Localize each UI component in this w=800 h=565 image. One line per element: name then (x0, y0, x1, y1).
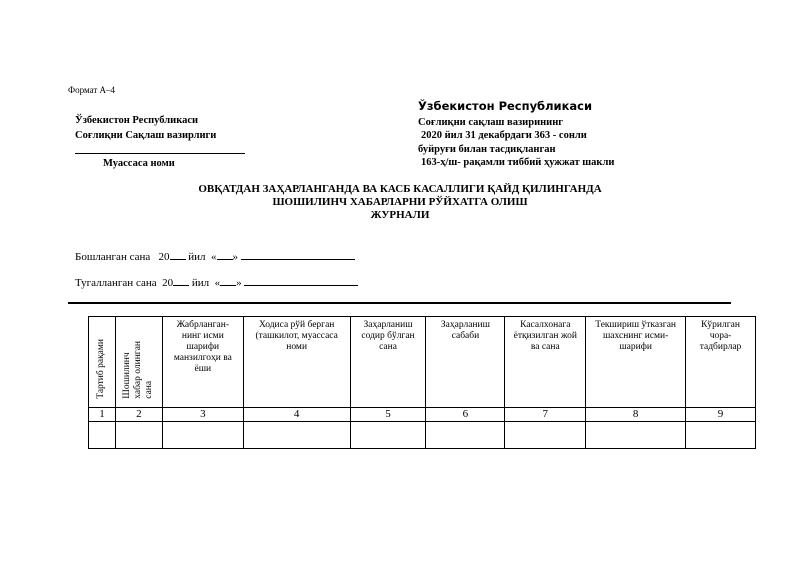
end-date-label: Тугалланган сана (75, 277, 157, 289)
document-title-line-2: ШОШИЛИНЧ ХАБАРЛАРНИ РЎЙХАТГА ОЛИШ (272, 196, 528, 208)
col-header-6-text: Заҳарланиш сабаби (440, 320, 490, 341)
start-quote-open: « (211, 251, 217, 263)
col-header-7 (505, 317, 586, 408)
col-header-7-text: Касалхонага ётқизилган жой ва сана (513, 320, 577, 352)
table-cell[interactable] (350, 422, 426, 449)
end-month-blank[interactable] (244, 276, 358, 286)
table-cell[interactable] (89, 422, 116, 449)
col-header-2-text: Шошилинч хабар олинган сана (122, 341, 155, 399)
table-cell[interactable] (243, 422, 350, 449)
start-year-prefix: 20 (158, 251, 170, 263)
col-header-9-text: Кўрилган чора- тадбирлар (699, 320, 742, 352)
end-year-prefix: 20 (162, 277, 174, 289)
document-title-line-3: ЖУРНАЛИ (370, 209, 430, 221)
format-label: Формат А–4 (68, 85, 116, 95)
separator-line (68, 302, 731, 304)
document-title-line-1: ОВҚАТДАН ЗАҲАРЛАНГАНДА ВА КАСБ КАСАЛЛИГИ ҚАЙД ҚИЛИНГАНДА (198, 183, 602, 195)
col-header-4-text: Ходиса рўй берган (ташкилот, муассаса номи (255, 320, 338, 352)
start-quote-close: » (232, 251, 239, 263)
table-row (89, 422, 756, 449)
col-number-2: 2 (115, 408, 162, 422)
start-date-line (75, 250, 355, 263)
start-date-label: Бошланган сана (75, 251, 151, 263)
col-number-5: 5 (350, 408, 426, 422)
right-header-line-1: Соғлиқни сақлаш вазирининг (418, 116, 564, 128)
col-number-4: 4 (243, 408, 350, 422)
start-year-suffix: йил (188, 251, 206, 263)
table-header-row (89, 317, 756, 408)
col-header-1 (89, 317, 116, 408)
col-number-6: 6 (426, 408, 505, 422)
end-day-blank[interactable] (220, 276, 236, 286)
table-cell[interactable] (505, 422, 586, 449)
institution-name-line (75, 145, 245, 154)
start-month-blank[interactable] (241, 250, 355, 260)
col-header-4 (243, 317, 350, 408)
col-header-5-text: Заҳарланиш содир бўлган сана (361, 320, 415, 352)
col-header-8-text: Текшириш ўтказган шахснинг исми- шарифи (595, 320, 677, 352)
col-header-9 (686, 317, 756, 408)
table-cell[interactable] (586, 422, 686, 449)
right-header-title: Ўзбекистон Республикаси (418, 99, 593, 113)
start-year-blank[interactable] (170, 250, 186, 260)
left-header (75, 113, 245, 171)
col-number-3: 3 (162, 408, 243, 422)
col-number-9: 9 (686, 408, 756, 422)
col-header-3-text: Жабрланган- нинг исми шарифи манзилгоҳи ва ёши (173, 320, 232, 374)
table-cell[interactable] (426, 422, 505, 449)
right-header-line-4: 163-ҳ/ш- рақамли тиббий ҳужжат шакли (421, 157, 615, 168)
col-header-3 (162, 317, 243, 408)
col-number-7: 7 (505, 408, 586, 422)
right-header (418, 100, 614, 170)
end-quote-close: » (236, 277, 242, 289)
journal-table (88, 316, 756, 449)
col-header-6 (426, 317, 505, 408)
table-cell[interactable] (162, 422, 243, 449)
end-quote-open: « (214, 277, 221, 289)
col-header-5 (350, 317, 426, 408)
right-header-line-3: буйруғи билан тасдиқланган (418, 143, 556, 155)
col-header-2 (115, 317, 162, 408)
institution-name-label: Муассаса номи (103, 158, 175, 169)
col-number-1: 1 (89, 408, 116, 422)
end-year-suffix: йил (191, 277, 210, 289)
col-header-1-text: Тартиб рақами (96, 339, 107, 399)
col-number-8: 8 (586, 408, 686, 422)
document-title (100, 183, 700, 222)
table-cell[interactable] (686, 422, 756, 449)
end-year-blank[interactable] (173, 276, 189, 286)
table-cell[interactable] (115, 422, 162, 449)
start-day-blank[interactable] (217, 250, 233, 260)
left-header-country: Ўзбекистон Республикаси (75, 115, 199, 126)
right-header-line-2: 2020 йил 31 декабрдаги 363 - сонли (421, 130, 587, 141)
left-header-ministry: Соғлиқни Сақлаш вазирлиги (75, 130, 217, 141)
col-header-8 (586, 317, 686, 408)
column-number-row (89, 408, 756, 422)
end-date-line (75, 276, 358, 289)
